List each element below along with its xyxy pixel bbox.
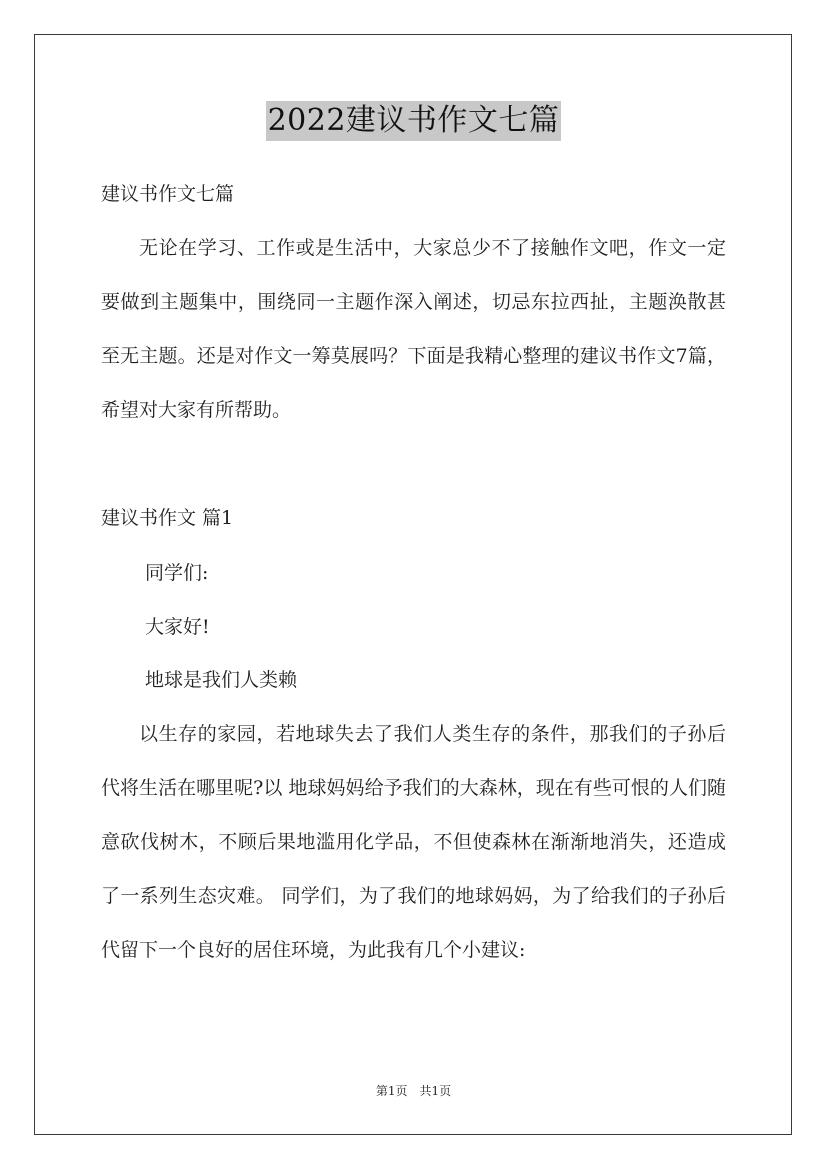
greeting-line: 同学们: — [145, 562, 209, 584]
hello-line: 大家好! — [145, 616, 210, 638]
title-wrap — [0, 101, 827, 141]
paragraph-fragment: 地球是我们人类赖 — [145, 669, 298, 691]
body-paragraph: 以生存的家园，若地球失去了我们人类生存的条件，那我们的子孙后代将生活在哪里呢?以 地球妈妈给予我们的大森林，现在有些可恨的人们随意砍伐树木，不顾后果地滥用化学品，不但使森林在渐渐地消失，还造成了一系列生态灾难。 同学们，为了我们的地球妈妈，为了给我们的子孙后代留下一个良好的居住环境，为此我有几个小建议: — [101, 723, 726, 961]
section-heading: 建议书作文 篇1 — [101, 507, 234, 529]
document-subtitle: 建议书作文七篇 — [101, 183, 235, 205]
page-footer: 第1页 共1页 — [375, 1084, 452, 1098]
document-title: 2022建议书作文七篇 — [266, 101, 562, 141]
intro-paragraph: 无论在学习、工作或是生活中，大家总少不了接触作文吧，作文一定要做到主题集中，围绕同一主题作深入阐述，切忌东拉西扯，主题涣散甚至无主题。还是对作文一筹莫展吗？下面是我精心整理的建议书作文7篇，希望对大家有所帮助。 — [101, 237, 726, 421]
